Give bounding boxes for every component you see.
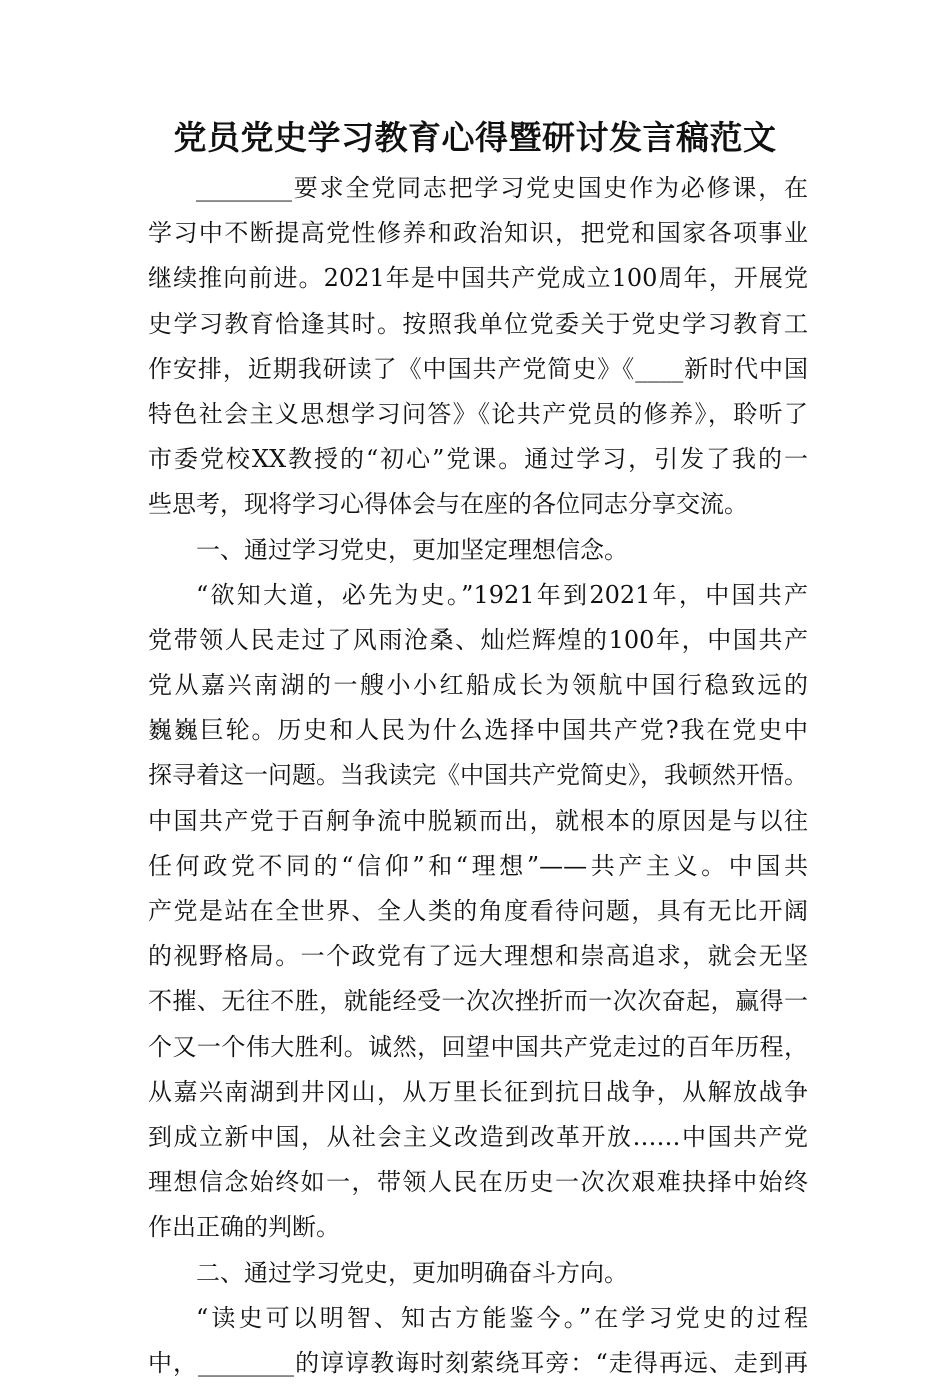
document-title: 党员党史学习教育心得暨研讨发言稿范文 [173,118,777,157]
document-body [148,166,808,1386]
text-line: 史学习教育恰逢其时。按照我单位党委关于党史学习教育工 [148,309,808,338]
text-line: 党从嘉兴南湖的一艘小小红船成长为领航中国行稳致远的 [148,671,808,700]
text-line: 市委党校XX教授的“初心”党课。通过学习，引发了我的一 [148,445,808,474]
text-line: ________要求全党同志把学习党史国史作为必修课，在 [196,174,808,202]
text-line: 继续推向前进。2021年是中国共产党成立100周年，开展党 [148,264,808,293]
text-line: 二、通过学习党史，更加明确奋斗方向。 [196,1258,628,1287]
text-line: 探寻着这一问题。当我读完《中国共产党简史》，我顿然开悟。 [148,761,808,790]
text-line: 作安排，近期我研读了《中国共产党简史》《____新时代中国 [148,354,808,383]
text-line: “读史可以明智、知古方能鉴今。”在学习党史的过程 [196,1303,808,1332]
text-line: 个又一个伟大胜利。诚然，回望中国共产党走过的百年历程， [148,1032,808,1061]
text-line: 到成立新中国，从社会主义改造到改革开放……中国共产党 [148,1122,808,1151]
text-line: 巍巍巨轮。历史和人民为什么选择中国共产党?我在党史中 [148,716,808,745]
text-line: 一、通过学习党史，更加坚定理想信念。 [196,535,628,564]
text-line: 党带领人民走过了风雨沧桑、灿烂辉煌的100年，中国共产 [148,625,808,654]
text-line: 产党是站在全世界、全人类的角度看待问题，具有无比开阔 [148,897,808,925]
text-line: 些思考，现将学习心得体会与在座的各位同志分享交流。 [148,490,748,519]
text-line: 中，________的谆谆教诲时刻萦绕耳旁：“走得再远、走到再 [148,1348,808,1377]
text-line: 任何政党不同的“信仰”和“理想”——共产主义。中国共 [148,851,808,880]
text-line: 理想信念始终如一，带领人民在历史一次次艰难抉择中始终 [148,1168,808,1197]
text-line: “欲知大道，必先为史。”1921年到2021年，中国共产 [196,580,808,609]
text-line: 从嘉兴南湖到井冈山，从万里长征到抗日战争，从解放战争 [148,1077,808,1106]
text-line: 中国共产党于百舸争流中脱颖而出，就根本的原因是与以往 [148,806,808,835]
text-line: 特色社会主义思想学习问答》《论共产党员的修养》，聆听了 [148,399,808,428]
text-line: 不摧、无往不胜，就能经受一次次挫折而一次次奋起，赢得一 [148,987,808,1016]
text-line: 作出正确的判断。 [148,1213,340,1242]
text-line: 的视野格局。一个政党有了远大理想和崇高追求，就会无坚 [148,942,808,971]
text-line: 学习中不断提高党性修养和政治知识，把党和国家各项事业 [148,219,808,248]
